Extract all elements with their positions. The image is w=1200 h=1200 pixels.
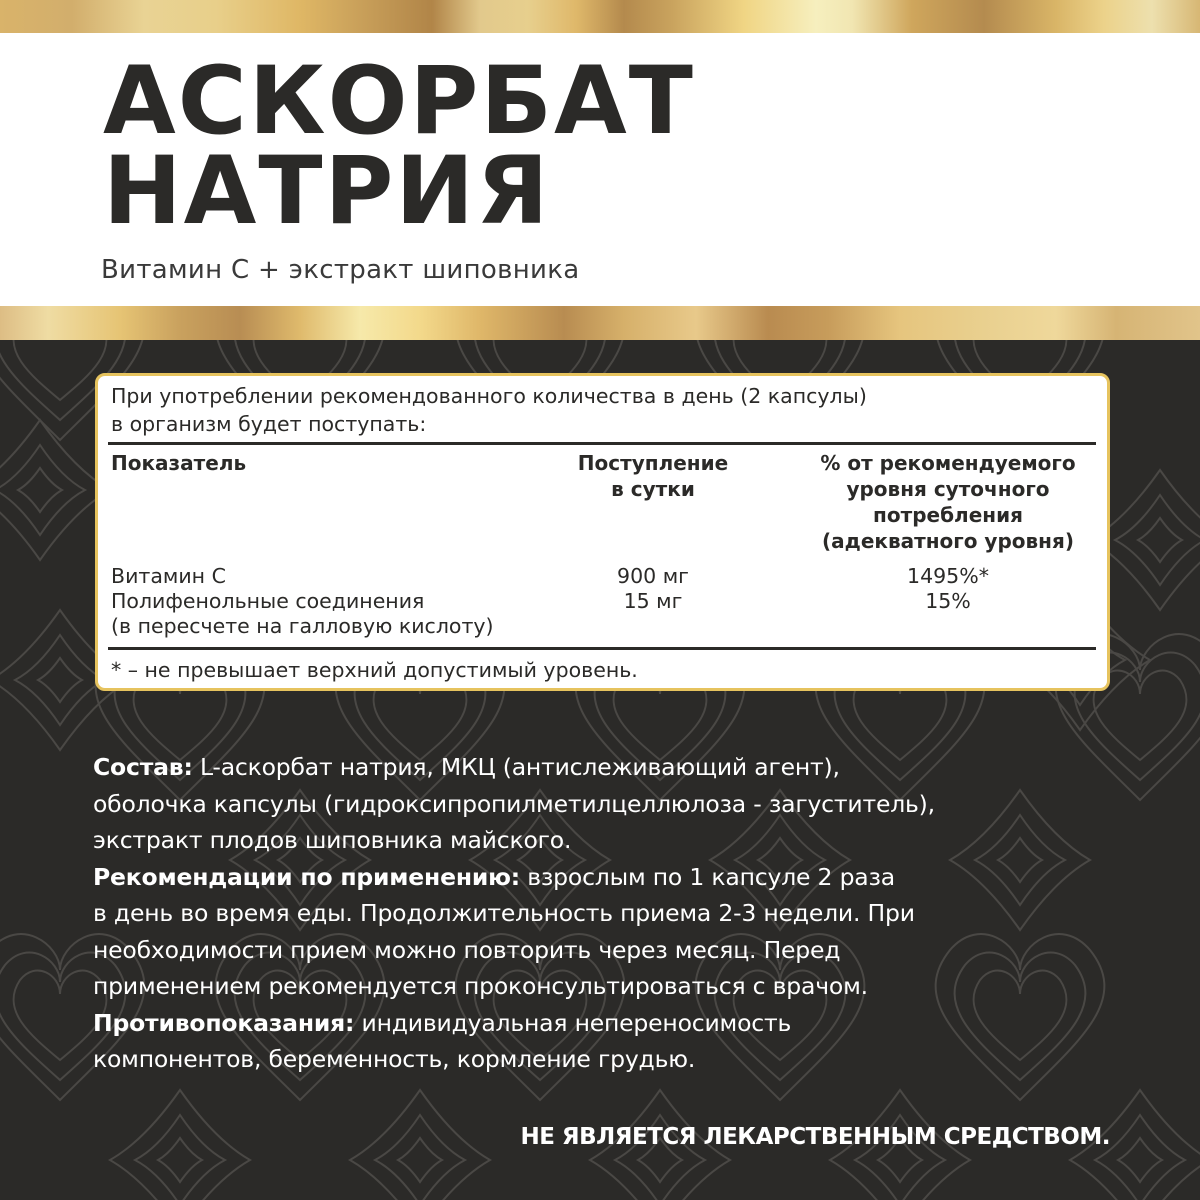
composition-line2: оболочка капсулы (гидроксипропилметилцеллюлоза - загуститель), (93, 789, 935, 818)
table-divider-top (108, 442, 1096, 445)
contraindications-line2: компонентов, беременность, кормление грудью. (93, 1045, 696, 1073)
gold-band-middle (0, 306, 1200, 340)
column-header-percent-line1: % от рекомендуемого (820, 451, 1076, 475)
contraindications-label: Противопоказания: (93, 1008, 355, 1037)
column-header-percent-line3: потребления (873, 503, 1023, 527)
row-amount: 900 мг (617, 564, 689, 588)
usage-line1 (93, 859, 1113, 896)
table-intro (111, 382, 1071, 438)
gold-band-top (0, 0, 1200, 33)
column-header-daily-intake (548, 450, 758, 502)
composition-line3: экстракт плодов шиповника майского. (93, 826, 572, 854)
contraindications-line1 (93, 1005, 1113, 1042)
column-header-daily-intake-line1: Поступление (577, 451, 729, 475)
usage-line2: в день во время еды. Продолжительность приема 2-3 недели. При (93, 899, 915, 927)
row-name-line2: (в пересчете на галловую кислоту) (111, 614, 494, 638)
table-footnote: * – не превышает верхний допустимый уровень. (111, 658, 638, 682)
table-row (98, 564, 1107, 589)
row-name (111, 589, 494, 639)
nutrition-info-table (95, 373, 1110, 691)
product-title-line1: АСКОРБАТ (103, 47, 695, 156)
table-intro-line1: При употреблении рекомендованного количества в день (2 капсулы) (111, 384, 867, 408)
composition-label: Состав: (93, 753, 193, 781)
row-percent: 15% (925, 589, 971, 613)
contraindications-text-line1: индивидуальная непереносимость (354, 1008, 792, 1037)
product-title-line2: НАТРИЯ (103, 137, 551, 246)
table-row (98, 589, 1107, 639)
product-description (93, 749, 1113, 1078)
table-divider-bottom (108, 647, 1096, 650)
composition-text-line1: L-аскорбат натрия, МКЦ (антислеживающий агент), (192, 753, 840, 781)
table-intro-line2: в организм будет поступать: (111, 412, 427, 436)
column-header-percent-line4: (адекватного уровня) (822, 529, 1074, 553)
column-header-indicator: Показатель (111, 451, 247, 475)
column-header-percent-line2: уровня суточного (846, 477, 1050, 501)
usage-label: Рекомендации по применению: (93, 862, 520, 891)
column-header-daily-intake-line2: в сутки (611, 477, 695, 501)
usage-text-line1: взрослым по 1 капсуле 2 раза (519, 862, 895, 891)
not-a-medicine-disclaimer: НЕ ЯВЛЯЕТСЯ ЛЕКАРСТВЕННЫМ СРЕДСТВОМ. (520, 1124, 1110, 1150)
column-header-percent-recommended (788, 450, 1108, 554)
row-amount: 15 мг (623, 589, 683, 613)
usage-line4: применением рекомендуется проконсультироваться с врачом. (93, 972, 868, 1000)
row-name: Витамин С (111, 564, 226, 588)
row-percent: 1495%* (907, 564, 989, 588)
composition-line1 (93, 749, 1113, 786)
usage-line3: необходимости прием можно повторить через месяц. Перед (93, 935, 841, 964)
row-name-line1: Полифенольные соединения (111, 589, 425, 613)
product-title (103, 47, 695, 246)
product-subtitle: Витамин С + экстракт шиповника (101, 255, 580, 285)
